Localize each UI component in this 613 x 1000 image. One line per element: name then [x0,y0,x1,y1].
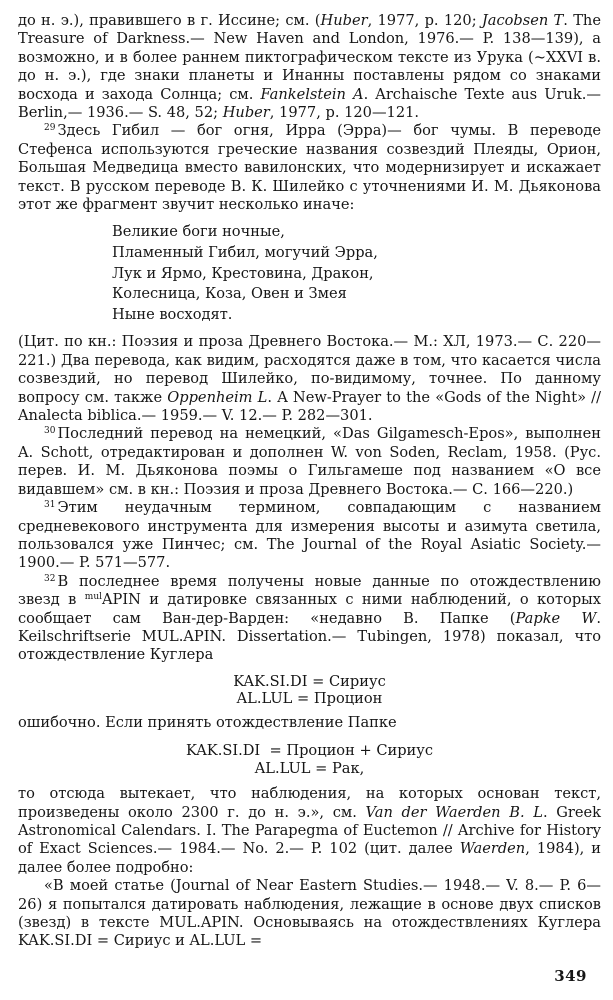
footnote-number: 30 [44,426,56,437]
footnote-30: $^{30}$ Последний перевод на немецкий, «Das Gilgamesch-Epos», выполнен A. Schott, отредактирован и дополнен W. von Soden, Reclam, 1958. (Рус. перев. И. М. Дьяконова поэмы о Гильгамеше под названием «О все видавшем» см. в кн.: Поэзия и проза Древнего Востока.— С. 166—220.) [18,425,601,498]
footnote-29: $^{29}$ Здесь Гибил — бог огня, Ирра (Эрра)— бог чумы. В переводе Стефенса используются греческие названия созвездий Плеяды, Орион, Большая Медведица вместо вавилонских, что модернизирует и искажает текст. В русском переводе В. К. Шилейко с уточнениями И. М. Дьяконова этот же фрагмент звучит несколько иначе: [18,122,601,214]
footnote-number: 29 [44,123,56,134]
formula-line: AL.LUL = Рак, [254,759,365,777]
formula-line: AL.LUL = Процион [236,690,383,708]
footnote-32-continuation: то отсюда вытекает, что наблюдения, на которых основан текст, произведены около 2300 г. до н. э.», см. Van der Waerden B. L. Greek Astronomical Calendars. I. The Parapegma of Euctemon // Archive for History of Exact Sciences.— 1984.— No. 2.— P. 102 (цит. далее Waerden, 1984), и далее более подробно: [18,785,602,876]
poem-line: Колесница, Коза, Овен и Змея [112,285,347,303]
footnote-28-continuation: до н. э.), правившего в г. Иссине; см. (Huber, 1977, р. 120; Jacobsen T. The Treasure of Darkness.— New Haven and London, 1976.— P. 138—139), а возможно, и в более раннем пиктографическом тексте из Урука (~XXVI в. до н. э.), где знаки планеты и Инанны поставлены рядом со знаками восхода и захода Солнца; см. Fankelstein A. Archaische Texte aus Uruk.— Berlin,— 1936.— S. 48, 52; Huber, 1977, р. 120—121. [18,12,601,122]
poem-line: Ныне восходят. [112,305,233,323]
poem-line: Великие боги ночные, [112,223,285,241]
formula-line: KAK.SI.DI = Сириус [233,672,386,690]
poem-quote [112,222,601,325]
footnote-number: 32 [44,573,56,584]
identification-formula-kugler [18,673,601,708]
formula-line: KAK.SI.DI = Процион + Сириус [185,742,434,760]
identification-formula-papke [18,742,601,777]
footnote-31: $^{31}$ Этим неудачным термином, совпадающим с названием средневекового инструмента для измерения высоты и азимута светила, пользовался уже Пинчес; см. The Journal of the Royal Asiatic Society.— 1900.— P. 571—577. [18,499,601,572]
footnote-32-quote: «В моей статье (Journal of Near Eastern Studies.— 1948.— V. 8.— P. 6—26) я попытался датировать наблюдения, лежащие в основе двух списков (звезд) в тексте MUL.APIN. Основываясь на отождествлениях Куглера KAK.SI.DI = Сириус и AL.LUL = [18,877,601,950]
poem-line: Пламенный Гибил, могучий Эрра, [112,244,378,262]
poem-line: Лук и Ярмо, Крестовина, Дракон, [112,264,374,282]
page-number: 349 [554,967,587,985]
footnote-32-middle: ошибочно. Если принять отождествление Папке [18,713,397,731]
footnote-number: 31 [44,500,56,511]
footnote-29-continuation: (Цит. по кн.: Поэзия и проза Древнего Востока.— М.: ХЛ, 1973.— С. 220—221.) Два перевода, как видим, расходятся даже в том, что касается числа созвездий, но перевод Шилейко, по-видимому, точнее. По данному вопросу см. также Oppenheim L. A New-Prayer to the «Gods of the Night» // Analecta biblica.— 1959.— V. 12.— P. 282—301. [18,333,602,425]
footnote-32: $^{32}$ В последнее время получены новые данные по отождествлению звезд в $^{mul}$APIN и датировке связанных с ними наблюдений, о которых сообщает сам Ван-дер-Варден: «недавно В. Папке (Papke W. Keilschriftserie MUL.APIN. Dissertation.— Tubingen, 1978) показал, что отождествление Куглера [18,572,602,664]
